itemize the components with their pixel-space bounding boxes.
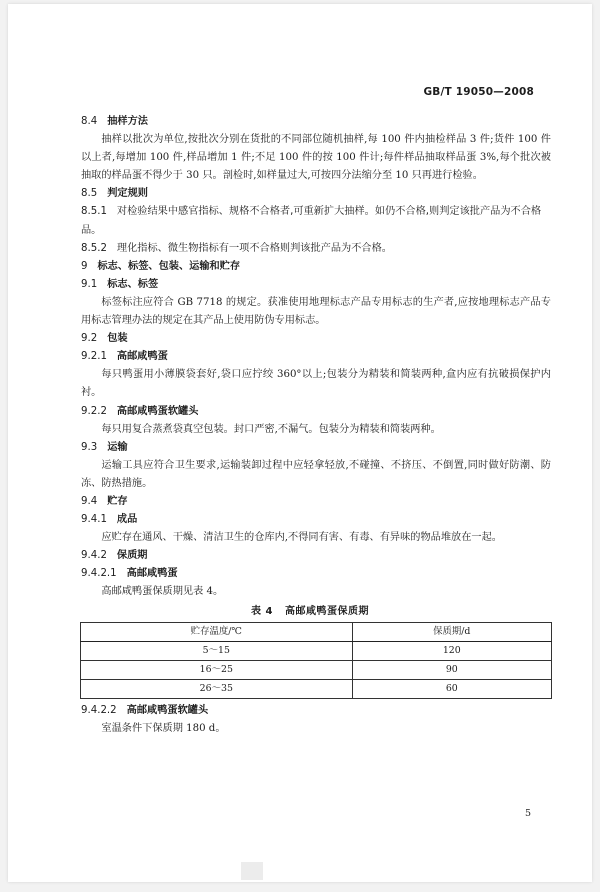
section-title: 保质期 — [116, 550, 148, 562]
table-row — [81, 660, 552, 679]
clause — [81, 240, 551, 258]
paragraph: 每只用复合蒸煮袋真空包装。封口严密,不漏气。包装分为精装和简装两种。 — [101, 423, 441, 435]
section-number: 9.4.1 — [81, 514, 107, 526]
document-page — [8, 4, 592, 882]
section-title: 抽样方法 — [107, 116, 148, 127]
table-cell: 120 — [352, 641, 551, 660]
section-heading — [81, 348, 551, 366]
section-number: 8.5 — [81, 188, 98, 200]
section-heading — [81, 547, 551, 565]
section-heading — [81, 565, 551, 583]
section-number: 9.4.2.1 — [81, 568, 117, 580]
table-cell: 16～25 — [81, 660, 353, 679]
section-heading — [81, 276, 551, 294]
section-heading — [81, 511, 551, 529]
section-title: 贮存 — [107, 495, 128, 507]
paragraph: 高邮咸鸭蛋保质期见表 4。 — [101, 586, 224, 598]
section-number: 9.1 — [81, 278, 98, 290]
table-cell: 5～15 — [81, 641, 353, 660]
table-row — [81, 641, 552, 660]
section-title: 标志、标签、包装、运输和贮存 — [97, 260, 241, 272]
section-number: 9.4.2.2 — [81, 705, 117, 716]
section-heading — [81, 493, 551, 511]
section-title: 高邮咸鸭蛋 — [126, 568, 178, 580]
section-heading — [81, 330, 551, 348]
document-body — [81, 113, 551, 738]
section-heading — [81, 185, 551, 203]
paragraph: 应贮存在通风、干燥、清洁卫生的仓库内,不得同有害、有毒、有异味的物品堆放在一起。 — [101, 532, 502, 544]
table-row — [81, 679, 552, 698]
section-heading — [81, 113, 551, 131]
section-title: 运输 — [107, 441, 128, 453]
section-title: 对检验结果中感官指标、规格不合格者,可重新扩大抽样。如仍不合格,则判定该批产品为不合格品。 — [81, 206, 542, 236]
section-title: 高邮咸鸭蛋 — [116, 351, 168, 363]
paragraph: 运输工具应符合卫生要求,运输装卸过程中应轻拿轻放,不碰撞、不挤压、不倒置,同时做好防潮、防冻、防热措施。 — [81, 459, 551, 489]
section-heading — [81, 258, 551, 276]
section-title: 成品 — [116, 514, 138, 526]
standard-number: GB/T 19050—2008 — [423, 86, 534, 98]
section-number: 8.5.2 — [81, 242, 107, 254]
table-header-cell: 贮存温度/℃ — [81, 622, 353, 641]
paragraph: 每只鸭蛋用小薄膜袋套好,袋口应拧绞 360°以上;包装分为精装和简装两种,盒内应有抗破损保护内衬。 — [81, 369, 551, 399]
paragraph: 标签标注应符合 GB 7718 的规定。获准使用地理标志产品专用标志的生产者,应按地理标志产品专用标志管理办法的规定在其产品上使用防伪专用标志。 — [81, 296, 551, 327]
section-heading — [81, 439, 551, 457]
section-title: 包装 — [107, 333, 128, 345]
shelf-life-table — [80, 622, 552, 699]
section-heading — [81, 702, 551, 720]
clause — [81, 203, 551, 239]
section-number: 9.4 — [81, 495, 98, 507]
section-title: 高邮咸鸭蛋软罐头 — [126, 705, 209, 716]
table-cell: 60 — [352, 679, 551, 698]
table-cell: 90 — [352, 660, 551, 679]
paragraph: 抽样以批次为单位,按批次分别在货批的不同部位随机抽样,每 100 件内抽检样品 3 件;货件 100 件以上者,每增加 100 件,样品增加 1 件;不足 100 件的按 100 件计;每件样品抽取样品蛋 3%,每个批次被抽取的样品蛋不得少于 30 只。剖检时,如样量过大,可按四分法缩分至 10 只再进行检验。 — [81, 134, 551, 182]
table-cell: 26～35 — [81, 679, 353, 698]
table-caption-label: 表 4 — [251, 605, 273, 617]
section-number: 8.5.1 — [81, 206, 107, 218]
table-caption-title: 高邮咸鸭蛋保质期 — [284, 605, 369, 617]
paragraph: 室温条件下保质期 180 d。 — [101, 723, 226, 735]
table-caption — [81, 603, 551, 621]
section-number: 9 — [81, 260, 88, 272]
section-heading — [81, 403, 551, 421]
section-title: 判定规则 — [107, 188, 148, 200]
table-header-cell: 保质期/d — [352, 622, 551, 641]
page-number: 5 — [524, 808, 531, 819]
section-title: 高邮咸鸭蛋软罐头 — [116, 405, 199, 417]
section-number: 9.2.1 — [81, 351, 107, 363]
section-number: 9.2 — [81, 333, 98, 345]
section-number: 9.2.2 — [81, 405, 107, 417]
section-number: 8.4 — [81, 116, 98, 127]
section-number: 9.3 — [81, 441, 98, 453]
section-title: 理化指标、微生物指标有一项不合格则判该批产品为不合格。 — [116, 242, 392, 254]
table-header-row — [81, 622, 552, 641]
section-number: 9.4.2 — [81, 550, 107, 562]
section-title: 标志、标签 — [107, 278, 159, 290]
scan-artifact — [241, 862, 263, 880]
